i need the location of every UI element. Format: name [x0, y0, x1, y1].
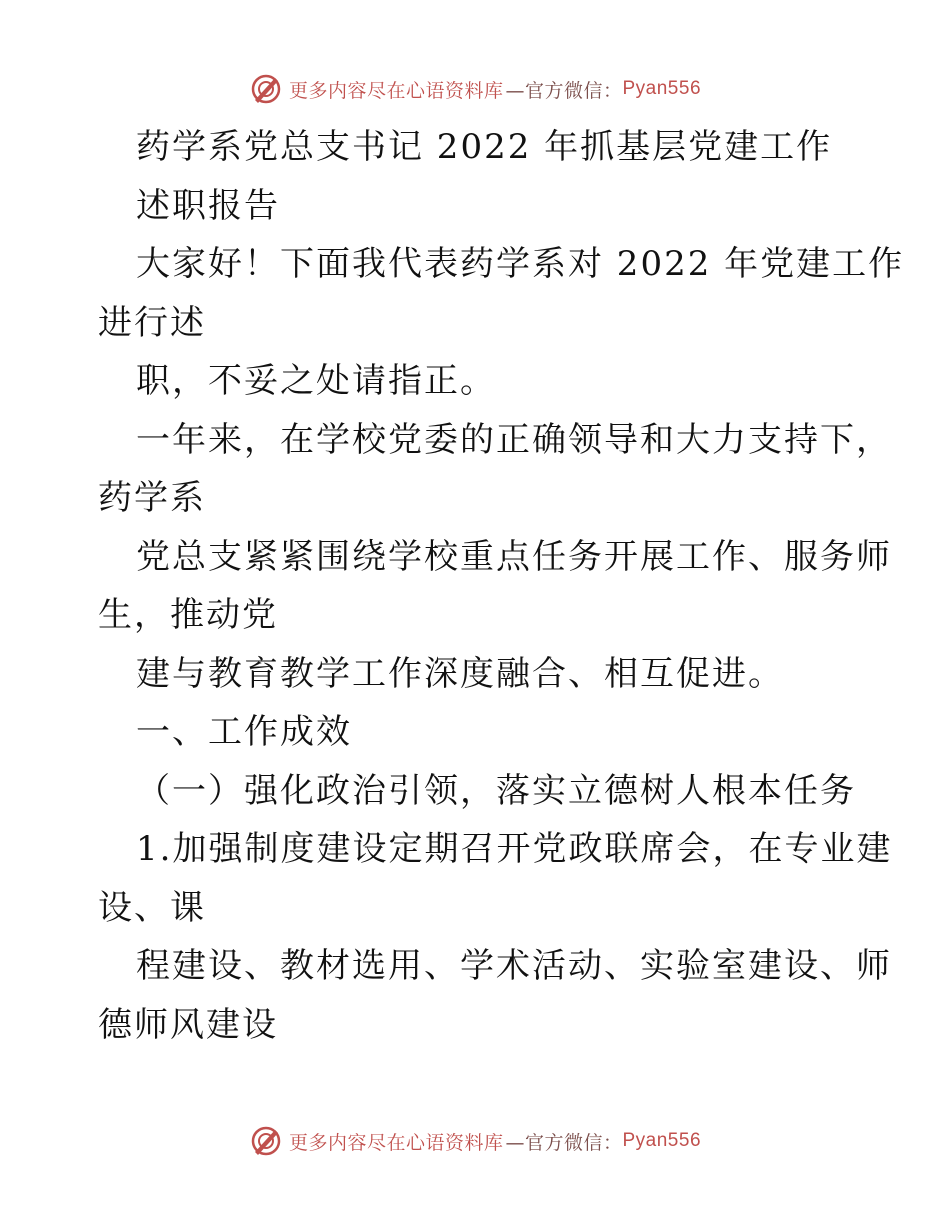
doc-line-14: 设、课 [98, 887, 206, 928]
doc-line-6: 一年来，在学校党委的正确领导和大力支持下， [136, 419, 892, 460]
watermark-sub-text: —官方微信： [505, 1131, 623, 1154]
doc-line-8: 党总支紧紧围绕学校重点任务开展工作、服务师 [136, 536, 892, 577]
pen-circle-logo-icon [249, 1124, 283, 1158]
doc-line-16: 德师风建设 [98, 1004, 278, 1045]
footer-watermark [0, 1124, 950, 1158]
doc-line-12: （一）强化政治引领，落实立德树人根本任务 [136, 770, 856, 811]
watermark-id-text: Pyan556 [622, 78, 702, 99]
watermark-sub-text: —官方微信： [505, 79, 623, 102]
watermark-main-text: 更多内容尽在心语资料库 [288, 79, 504, 102]
doc-line-7: 药学系 [98, 478, 206, 518]
doc-line-4: 进行述 [98, 302, 206, 343]
doc-line-2: 述职报告 [136, 185, 280, 226]
watermark-main-text: 更多内容尽在心语资料库 [288, 1131, 504, 1154]
header-watermark [0, 72, 950, 106]
watermark-id-text: Pyan556 [622, 1130, 702, 1151]
doc-line-11: 一、工作成效 [136, 712, 352, 752]
doc-line-13: 1.加强制度建设定期召开党政联席会，在专业建 [136, 829, 893, 869]
document-body [98, 118, 905, 1054]
doc-line-5: 职，不妥之处请指正。 [136, 361, 496, 401]
doc-line-1: 药学系党总支书记 2022 年抓基层党建工作 [136, 127, 833, 167]
doc-line-10: 建与教育教学工作深度融合、相互促进。 [136, 653, 784, 694]
doc-line-15: 程建设、教材选用、学术活动、实验室建设、师 [136, 946, 892, 986]
doc-line-9: 生，推动党 [98, 595, 278, 635]
pen-circle-logo-icon [249, 72, 283, 106]
doc-line-3: 大家好！下面我代表药学系对 2022 年党建工作 [136, 244, 905, 284]
